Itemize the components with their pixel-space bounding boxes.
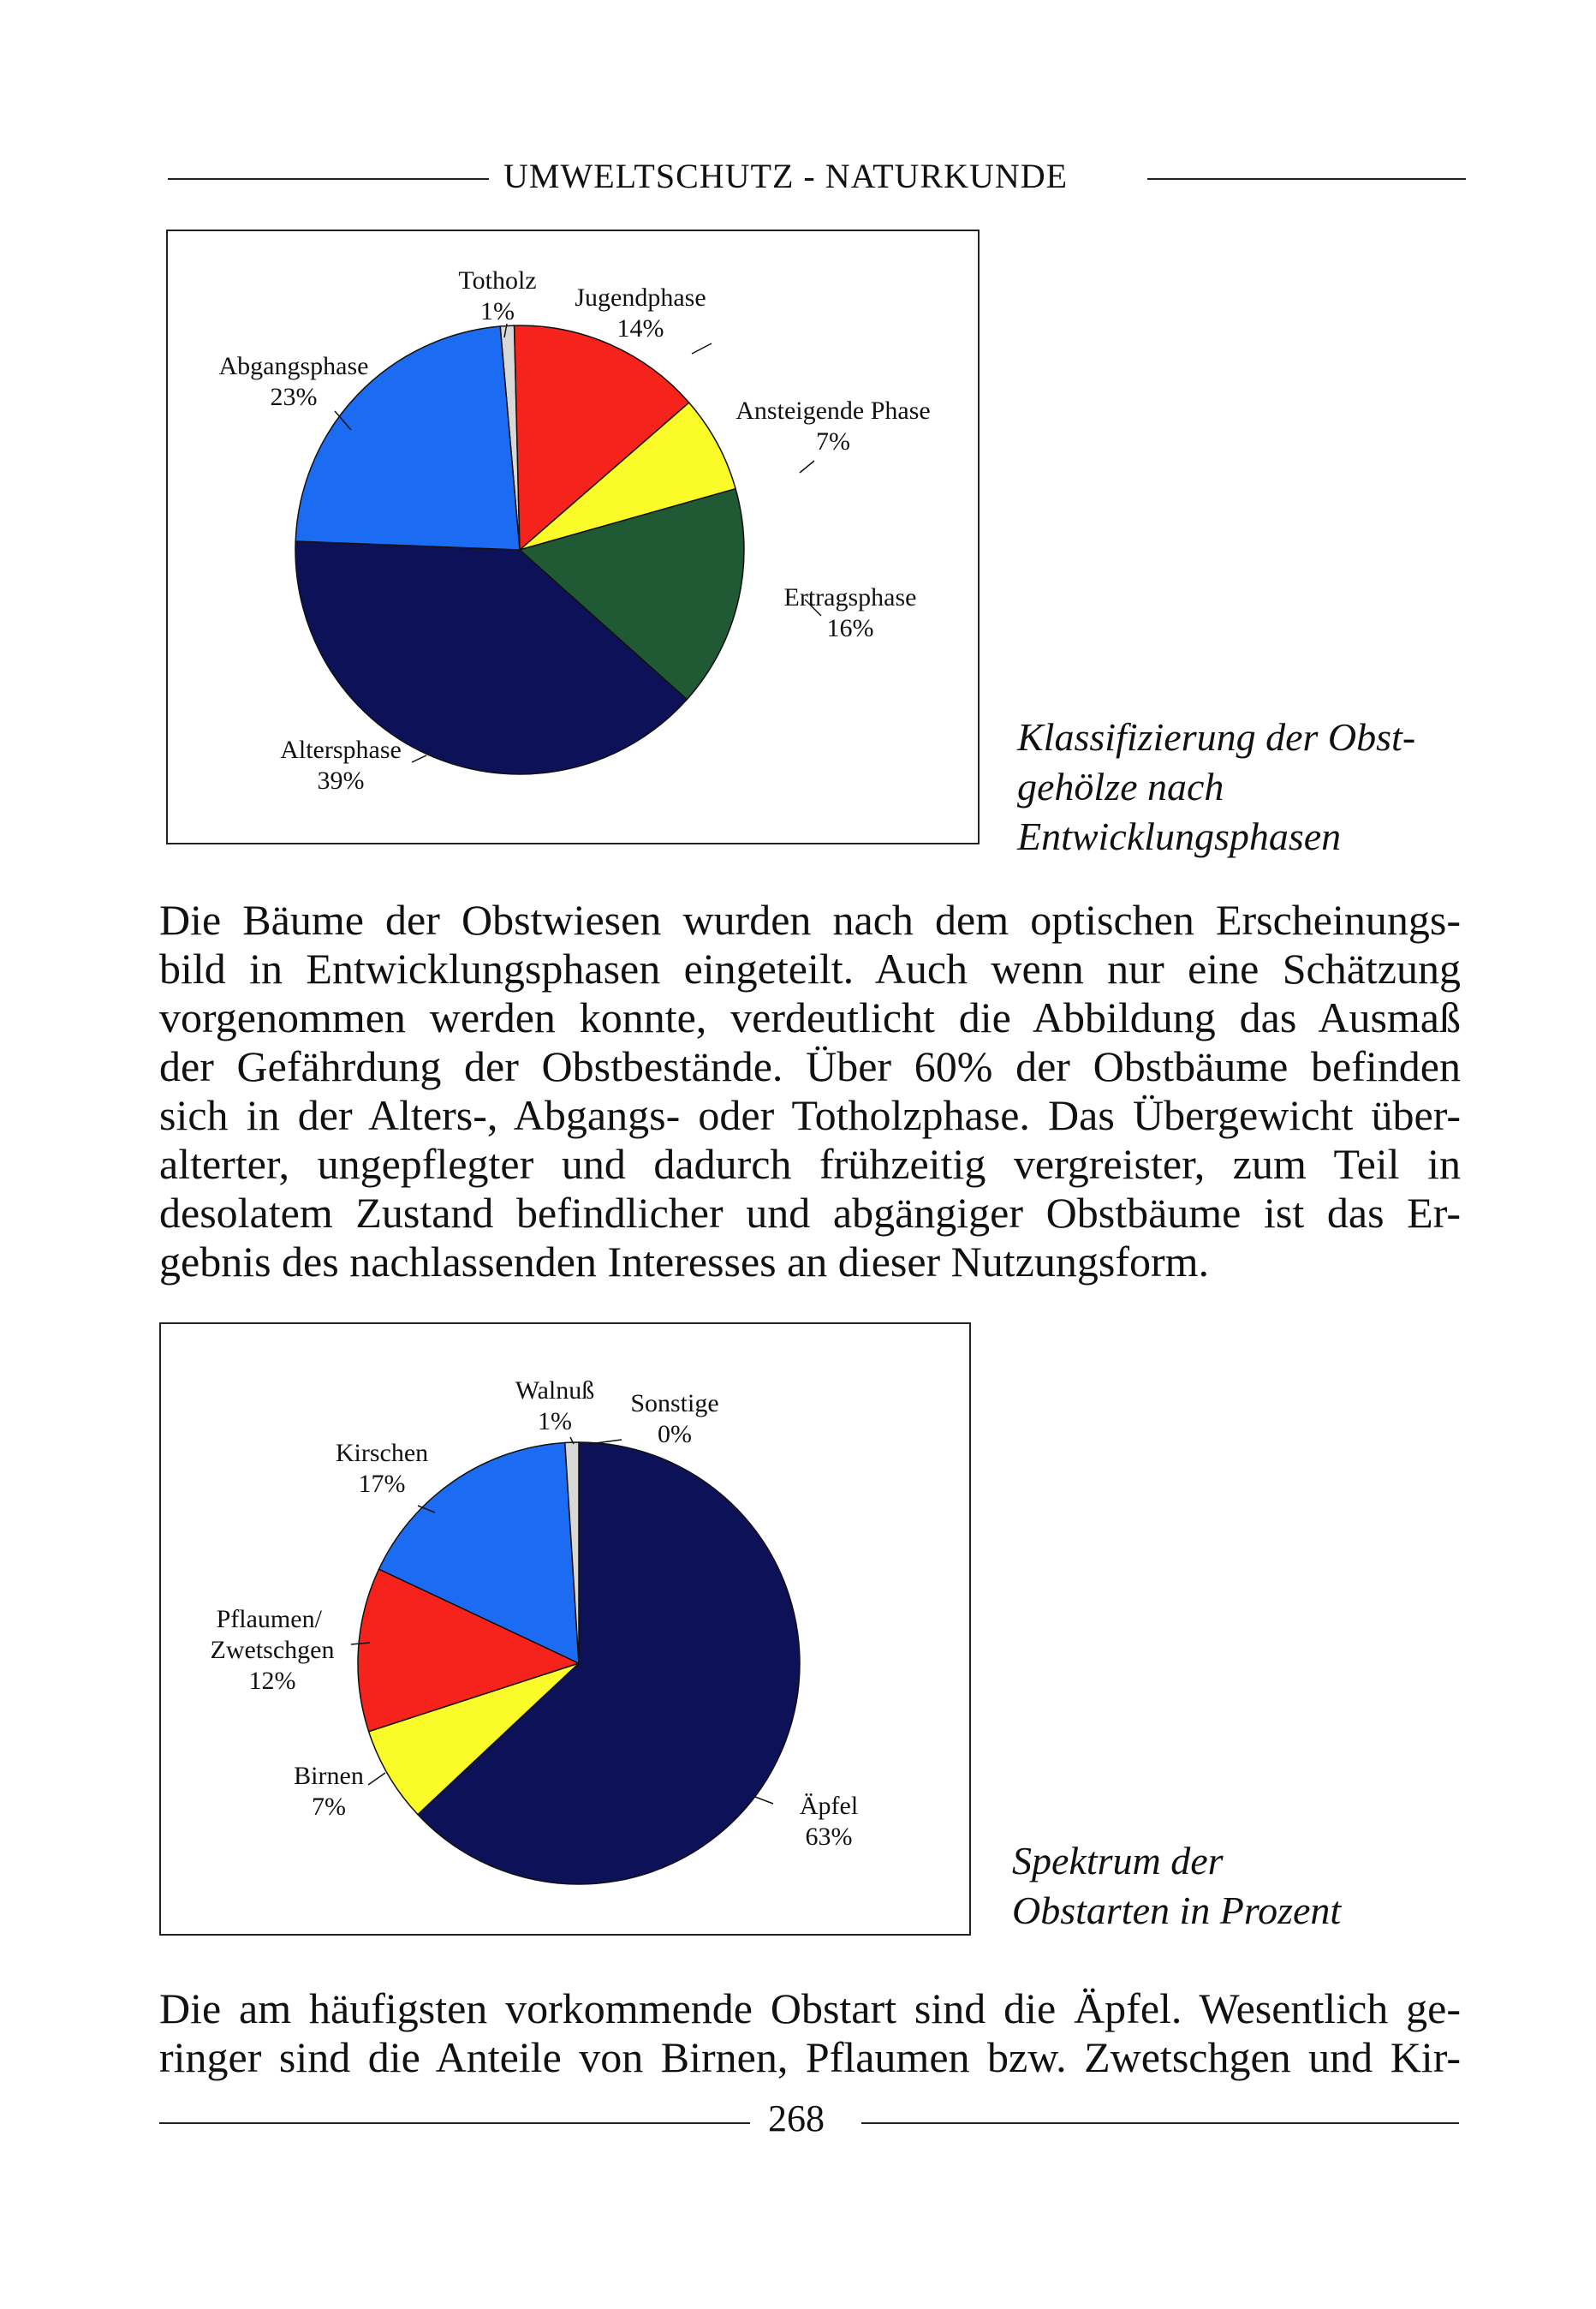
- pie2-label-sonstige-name: Sonstige: [630, 1389, 719, 1417]
- pie1-label-altersphase-value: 39%: [317, 767, 365, 795]
- body-paragraph-2: [159, 1984, 1461, 2082]
- running-header: UMWELTSCHUTZ - NATURKUNDE: [503, 157, 1069, 195]
- paragraph-line: sich in der Alters-, Abgangs- oder Totholzphase. Das Übergewicht über-: [159, 1091, 1461, 1139]
- pie2-label-pflaumen-value: 12%: [248, 1667, 296, 1695]
- pie2-label-pflaumen-line2: Zwetschgen: [210, 1636, 335, 1664]
- paragraph-line: ringer sind die Anteile von Birnen, Pflaumen bzw. Zwetschgen und Kir-: [159, 2033, 1461, 2081]
- pie-chart-fruit-species: [159, 1322, 971, 1936]
- pie2-label-kirschen-value: 17%: [358, 1470, 406, 1498]
- paragraph-line: der Gefährdung der Obstbestände. Über 60% der Obstbäume befinden: [159, 1042, 1461, 1090]
- paragraph-line: gebnis des nachlassenden Interesses an dieser Nutzungsform.: [159, 1238, 1210, 1286]
- pie1-label-ertragsphase-value: 16%: [826, 614, 874, 642]
- figure1-caption: [1017, 713, 1415, 862]
- header-rule-right: [1147, 178, 1466, 180]
- pie2-leader-line: [368, 1773, 385, 1785]
- pie2-label-aepfel-name: Äpfel: [799, 1792, 859, 1820]
- pie2-label-kirschen-name: Kirschen: [335, 1439, 429, 1467]
- paragraph-line: alterter, ungepflegter und dadurch frühzeitig vergreister, zum Teil in: [159, 1140, 1461, 1188]
- figure2-caption: [1012, 1836, 1341, 1936]
- figure1-caption-line: gehölze nach: [1017, 765, 1224, 808]
- page-number: 268: [768, 2097, 825, 2139]
- figure2-caption-line: Spektrum der: [1012, 1839, 1224, 1882]
- pie1-slices: [295, 325, 744, 774]
- paragraph-line: Die am häufigsten vorkommende Obstart sind die Äpfel. Wesentlich ge-: [159, 1984, 1461, 2032]
- pie2-label-pflaumen-name: [211, 1605, 335, 1664]
- figure1-caption-line: Klassifizierung der Obst-: [1017, 715, 1416, 759]
- pie1-label-totholz-value: 1%: [480, 297, 515, 325]
- pie1-label-ansteigende-value: 7%: [816, 427, 850, 456]
- pie2-label-aepfel-value: 63%: [805, 1823, 853, 1851]
- pie2-label-pflaumen-line1: Pflaumen/: [216, 1605, 322, 1633]
- pie1-label-ertragsphase-name: Ertragsphase: [783, 583, 917, 612]
- pie1-leader-line: [412, 755, 426, 762]
- pie-chart-2-svg: [161, 1324, 969, 1934]
- paragraph-line: bild in Entwicklungsphasen eingeteilt. Auch wenn nur eine Schätzung: [159, 945, 1461, 993]
- paragraph-line: Die Bäume der Obstwiesen wurden nach dem optischen Erscheinungs-: [159, 896, 1461, 944]
- paragraph-line: vorgenommen werden konnte, verdeutlicht die Abbildung das Ausmaß: [159, 993, 1461, 1041]
- pie1-label-altersphase-name: Altersphase: [280, 736, 402, 764]
- body-paragraph-1: [159, 896, 1461, 1286]
- figure2-caption-line: Obstarten in Prozent: [1012, 1888, 1342, 1932]
- figure1-caption-line: Entwicklungsphasen: [1017, 814, 1342, 858]
- pie2-leader-line: [755, 1797, 773, 1804]
- pie1-leader-line: [800, 461, 814, 473]
- pie2-label-walnuss-name: Walnuß: [515, 1376, 595, 1405]
- pie1-label-jugendphase-name: Jugendphase: [575, 283, 706, 312]
- header-rule-left: [168, 178, 489, 180]
- pie2-label-birnen-value: 7%: [312, 1793, 346, 1821]
- pie2-label-sonstige-value: 0%: [658, 1420, 692, 1448]
- pie1-label-abgangsphase-name: Abgangsphase: [218, 352, 369, 380]
- pie1-label-abgangsphase-value: 23%: [270, 383, 318, 411]
- footer-rule-right: [861, 2122, 1459, 2124]
- pie1-label-jugendphase-value: 14%: [616, 314, 664, 343]
- pie1-label-totholz-name: Totholz: [458, 266, 537, 295]
- pie-chart-development-phases: [166, 230, 980, 844]
- pie1-label-ansteigende-name: Ansteigende Phase: [735, 397, 931, 425]
- footer-rule-left: [159, 2122, 750, 2124]
- pie1-leader-line: [692, 343, 712, 354]
- pie-chart-1-svg: [168, 231, 978, 843]
- paragraph-line: desolatem Zustand befindlicher und abgängiger Obstbäume ist das Er-: [159, 1189, 1461, 1237]
- pie2-label-walnuss-value: 1%: [538, 1407, 572, 1435]
- pie2-label-birnen-name: Birnen: [294, 1762, 364, 1790]
